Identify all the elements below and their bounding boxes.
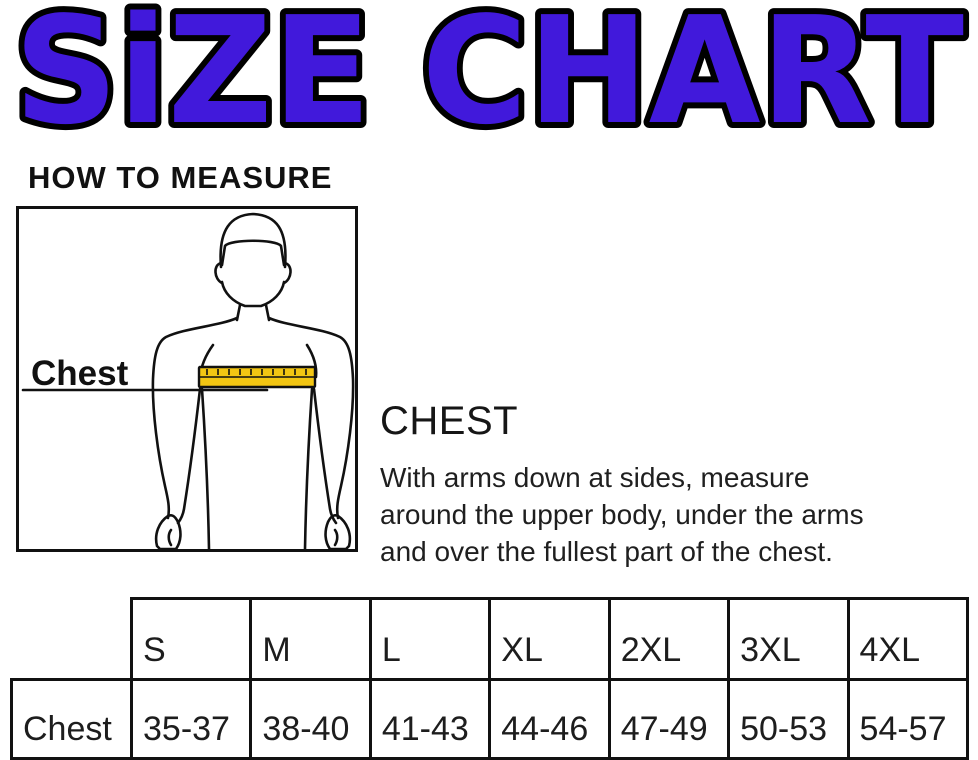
- chest-value-2xl: 47-49: [609, 680, 728, 759]
- figure-jaw: [222, 282, 284, 306]
- instruction-line: and over the fullest part of the chest.: [380, 536, 833, 567]
- size-col-header-m: M: [251, 599, 370, 680]
- table-row-label-chest: Chest: [12, 680, 132, 759]
- figure-torso-right: [305, 389, 312, 549]
- chest-value-s: 35-37: [132, 680, 251, 759]
- table-corner-cell: [12, 599, 132, 680]
- size-col-header-4xl: 4XL: [848, 599, 967, 680]
- measurement-diagram: [16, 206, 358, 552]
- chest-diagram-label: Chest: [31, 354, 129, 393]
- chest-value-xl: 44-46: [490, 680, 609, 759]
- instruction-line: With arms down at sides, measure: [380, 462, 810, 493]
- figure-left-hand: [156, 515, 180, 549]
- figure-right-hand: [326, 515, 350, 549]
- figure-torso-left: [202, 389, 209, 549]
- chest-values-row: [12, 680, 968, 759]
- body-figure-svg: [19, 209, 355, 549]
- size-chart-title: SiZE CHART: [14, 0, 965, 156]
- chest-instruction-text: [380, 459, 960, 570]
- size-col-header-2xl: 2XL: [609, 599, 728, 680]
- chest-instructions: [380, 399, 960, 570]
- size-col-header-l: L: [370, 599, 489, 680]
- size-col-header-xl: XL: [490, 599, 609, 680]
- chest-heading: CHEST: [380, 399, 519, 443]
- figure-left-arm-outer: [153, 318, 237, 518]
- title-banner: [0, 0, 978, 156]
- size-table: [10, 597, 969, 760]
- how-to-measure-heading: HOW TO MEASURE: [28, 160, 333, 195]
- chest-value-3xl: 50-53: [729, 680, 848, 759]
- size-col-header-s: S: [132, 599, 251, 680]
- figure-hairline: [222, 241, 284, 265]
- chest-value-l: 41-43: [370, 680, 489, 759]
- size-col-header-3xl: 3XL: [729, 599, 848, 680]
- figure-right-arm-inner: [314, 389, 336, 523]
- chest-value-m: 38-40: [251, 680, 370, 759]
- chest-value-4xl: 54-57: [848, 680, 967, 759]
- instruction-line: around the upper body, under the arms: [380, 499, 864, 530]
- figure-left-arm-inner: [178, 389, 200, 523]
- size-header-row: [12, 599, 968, 680]
